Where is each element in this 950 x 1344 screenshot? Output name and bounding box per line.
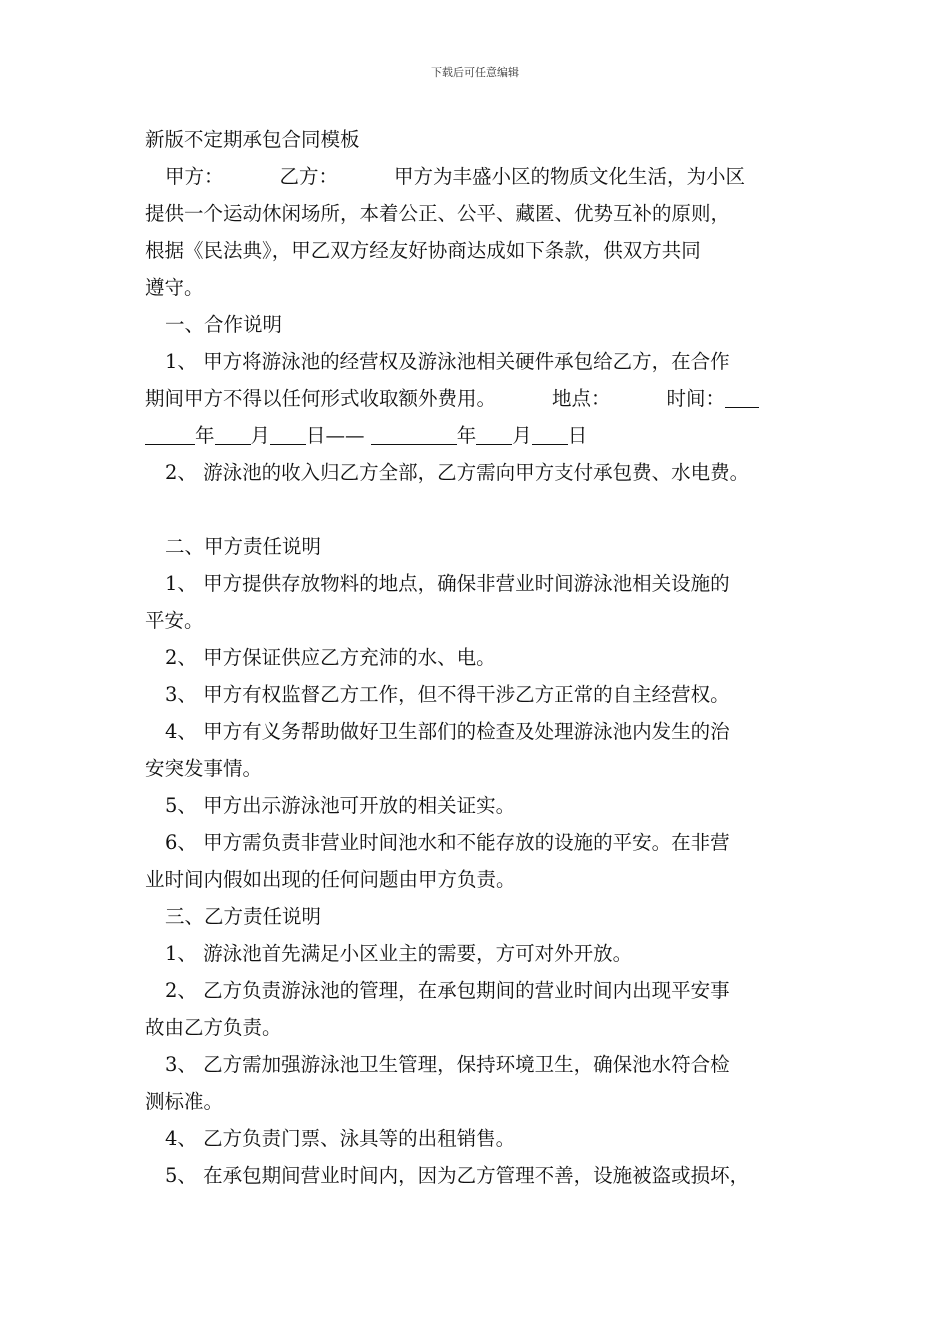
intro-text: 甲方为丰盛小区的物质文化生活，为小区 — [394, 165, 746, 188]
blank-year-start-b[interactable] — [145, 422, 195, 445]
section-2-item-4-line-1: 4、 甲方有义务帮助做好卫生部们的检查及处理游泳池内发生的治 — [165, 720, 730, 743]
party-b-label: 乙方： — [279, 165, 339, 188]
blank-month-start[interactable] — [215, 422, 251, 445]
blank-month-end[interactable] — [476, 422, 512, 445]
section-1-item-1-line-1: 1、 甲方将游泳池的经营权及游泳池相关硬件承包给乙方，在合作 — [165, 350, 730, 373]
section-3-item-1: 1、 游泳池首先满足小区业主的需要，方可对外开放。 — [165, 942, 633, 965]
section-3-item-3-line-1: 3、 乙方需加强游泳池卫生管理，保持环境卫生，确保池水符合检 — [165, 1053, 730, 1076]
section-2-heading: 二、甲方责任说明 — [165, 535, 322, 558]
section-3-item-2-line-2: 故由乙方负责。 — [145, 1016, 282, 1039]
blank-day-end[interactable] — [532, 422, 568, 445]
party-a-label: 甲方： — [165, 165, 224, 188]
document-title: 新版不定期承包合同模板 — [145, 128, 360, 151]
blank-year-start-a[interactable] — [725, 385, 759, 408]
blank-day-start[interactable] — [270, 422, 306, 445]
time-label: 时间： — [666, 387, 726, 410]
page-header-note: 下载后可任意编辑 — [431, 66, 519, 79]
section-3-item-3-line-2: 测标准。 — [145, 1090, 224, 1113]
section-2-item-6-line-1: 6、 甲方需负责非营业时间池水和不能存放的设施的平安。在非营 — [165, 831, 730, 854]
contract-body — [145, 121, 825, 1194]
section-1-heading: 一、合作说明 — [165, 313, 283, 336]
section-2-item-5: 5、 甲方出示游泳池可开放的相关证实。 — [165, 794, 516, 817]
section-2-item-1-line-2: 平安。 — [145, 609, 204, 632]
section-3-item-4: 4、 乙方负责门票、泳具等的出租销售。 — [165, 1127, 516, 1150]
blank-year-end[interactable] — [371, 422, 457, 445]
section-3-heading: 三、乙方责任说明 — [165, 905, 322, 928]
place-label: 地点： — [552, 387, 611, 410]
section-1-item-2: 2、 游泳池的收入归乙方全部，乙方需向甲方支付承包费、水电费。 — [165, 461, 750, 484]
intro-line-4: 遵守。 — [145, 276, 204, 299]
parties-intro-line — [145, 158, 825, 195]
section-2-item-1-line-1: 1、 甲方提供存放物料的地点，确保非营业时间游泳池相关设施的 — [165, 572, 730, 595]
section-1-item-1-line-2: 期间甲方不得以任何形式收取额外费用。 地点： 时间： — [145, 380, 825, 417]
intro-line-2: 提供一个运动休闲场所，本着公正、公平、藏匿、优势互补的原则， — [145, 202, 731, 225]
date-range-dash: —— — [325, 424, 365, 447]
section-3-item-2-line-1: 2、 乙方负责游泳池的管理，在承包期间的营业时间内出现平安事 — [165, 979, 730, 1002]
section-2-item-2: 2、 甲方保证供应乙方充沛的水、电。 — [165, 646, 496, 669]
intro-line-3: 根据《民法典》，甲乙双方经友好协商达成如下条款，供双方共同 — [145, 239, 701, 262]
section-2-item-4-line-2: 安突发事情。 — [145, 757, 263, 780]
section-2-item-6-line-2: 业时间内假如出现的任何问题由甲方负责。 — [145, 868, 516, 891]
section-3-item-5-line-1: 5、 在承包期间营业时间内，因为乙方管理不善，设施被盗或损坏， — [165, 1164, 750, 1187]
section-2-item-3: 3、 甲方有权监督乙方工作，但不得干涉乙方正常的自主经营权。 — [165, 683, 730, 706]
date-range-line: 年 月 日—— 年 月 日 — [145, 417, 825, 454]
